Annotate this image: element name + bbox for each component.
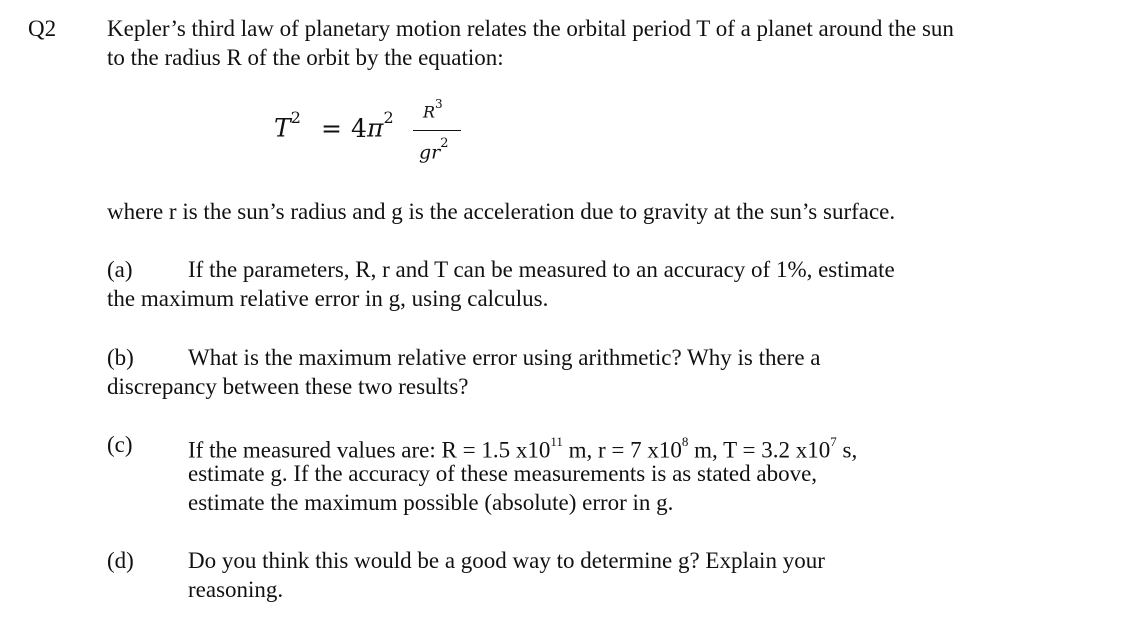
part-c-label: (c) xyxy=(107,432,133,457)
part-c-text-line2: estimate g. If the accuracy of these measurements is as stated above, xyxy=(188,461,818,486)
equation-numerator: $R^3$ xyxy=(423,97,443,122)
question-intro: Kepler’s third law of planetary motion relates the orbital period T of a planet around the sun xyxy=(107,16,954,41)
part-b-text: What is the maximum relative error using arithmetic? Why is there a xyxy=(188,345,821,370)
question-number: Q2 xyxy=(28,16,57,41)
part-b-label: (b) xyxy=(107,345,134,370)
equation-denominator: $gr^2$ xyxy=(419,136,449,164)
part-b-text-line2: discrepancy between these two results? xyxy=(107,374,469,399)
part-a-label: (a) xyxy=(107,257,133,282)
fraction-bar xyxy=(413,130,461,131)
question-intro-line2: to the radius R of the orbit by the equation: xyxy=(107,45,504,70)
equation-lhs: $T^2$ xyxy=(274,108,301,143)
where-definition: where r is the sun’s radius and g is the acceleration due to gravity at the sun’s surface. xyxy=(107,199,896,224)
equation-pi: $\pi^2$ xyxy=(367,108,394,143)
part-a-text-line2: the maximum relative error in g, using calculus. xyxy=(107,286,549,311)
part-c-text: If the measured values are: R = 1.5 $x10^{11}$ m, r = 7 $x10^8$ m, T = 3.2 $x10^7$ s, xyxy=(188,434,858,463)
part-d-text: Do you think this would be a good way to determine g? Explain your xyxy=(188,548,825,573)
part-c-text-line3: estimate the maximum possible (absolute) error in g. xyxy=(188,490,674,515)
equation-equals: = xyxy=(321,114,342,143)
equation-coefficient: 4 xyxy=(351,114,367,143)
part-d-label: (d) xyxy=(107,548,134,573)
part-d-text-line2: reasoning. xyxy=(188,577,284,602)
part-a-text: If the parameters, R, r and T can be measured to an accuracy of 1%, estimate xyxy=(188,257,895,282)
